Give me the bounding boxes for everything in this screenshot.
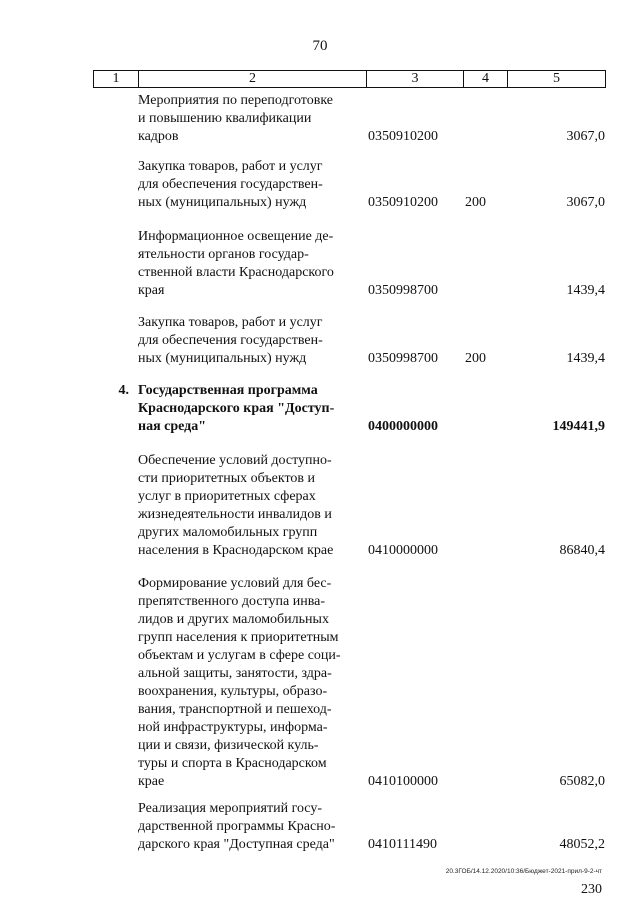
row-expense-type: 200 — [465, 351, 486, 366]
column-header-row — [94, 71, 606, 88]
row-amount: 149441,9 — [552, 419, 605, 434]
row-amount: 86840,4 — [559, 543, 605, 558]
row-name: Реализация мероприятий госу- дарственной программы Красно- дарского края "Доступная среда" — [138, 801, 336, 852]
row-expense-type: 200 — [465, 195, 486, 210]
column-header-1: 1 — [94, 71, 139, 88]
column-header-2: 2 — [139, 71, 367, 88]
row-code: 0350910200 — [368, 129, 438, 144]
row-amount: 3067,0 — [566, 195, 605, 210]
row-code: 0410000000 — [368, 543, 438, 558]
row-amount: 3067,0 — [566, 129, 605, 144]
footer-page-number: 230 — [581, 882, 602, 897]
row-name: Закупка товаров, работ и услуг для обеспечения государствен- ных (муниципальных) нужд — [138, 315, 323, 366]
row-amount: 65082,0 — [559, 774, 605, 789]
row-code: 0410111490 — [368, 837, 437, 852]
row-amount: 1439,4 — [566, 283, 605, 298]
row-name: Формирование условий для бес- препятственного доступа инва- лидов и других маломобильных групп населения к приоритетным объектам и услугам в сфере соци- альной защиты, занятости, здра- воохранения, культуры, образо- вания, транспортной и пешеход- ной инфраструктуры, информа- ции и связи, физической куль- туры и спорта в Краснодарском крае — [138, 576, 341, 789]
column-header-3: 3 — [367, 71, 464, 88]
row-name: Государственная программа Краснодарского края "Доступ- ная среда" — [138, 383, 335, 434]
row-code: 0350910200 — [368, 195, 438, 210]
column-header-4: 4 — [464, 71, 508, 88]
row-code: 0410100000 — [368, 774, 438, 789]
row-code: 0350998700 — [368, 351, 438, 366]
page-number: 70 — [312, 38, 328, 54]
row-code: 0350998700 — [368, 283, 438, 298]
row-amount: 1439,4 — [566, 351, 605, 366]
row-name: Мероприятия по переподготовке и повышению квалификации кадров — [138, 93, 333, 144]
row-name: Закупка товаров, работ и услуг для обеспечения государствен- ных (муниципальных) нужд — [138, 159, 323, 210]
row-amount: 48052,2 — [559, 837, 605, 852]
row-name: Обеспечение условий доступно- сти приоритетных объектов и услуг в приоритетных сферах жизнедеятельности инвалидов и других маломобильных групп населения в Краснодарском крае — [138, 453, 334, 558]
footer-file-note: 20.3ГОБ/14.12.2020/10:36/Бюджет-2021-прил-9-2-чт — [445, 868, 602, 875]
program-number: 4. — [118, 383, 129, 398]
row-code: 0400000000 — [368, 419, 438, 434]
row-name: Информационное освещение де- ятельности органов государ- ственной власти Краснодарского края — [138, 229, 334, 298]
column-header-5: 5 — [508, 71, 606, 88]
column-header-table — [93, 70, 606, 88]
